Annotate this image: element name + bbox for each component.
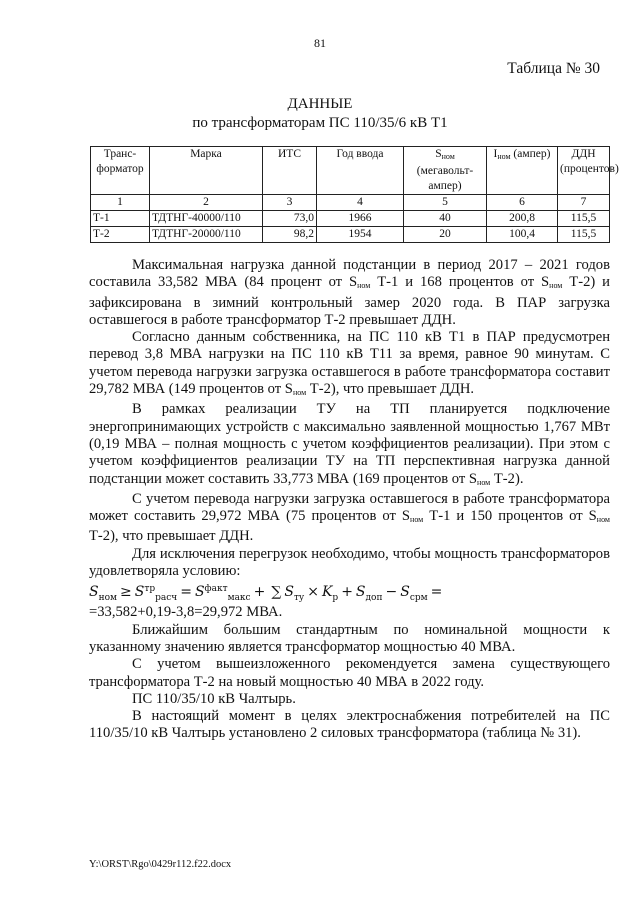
header-snom: [404, 147, 487, 195]
header-year: Год ввода: [317, 147, 404, 195]
paragraph-text: Т-2), что превышает ДДН.: [306, 381, 475, 398]
table-row: [91, 227, 610, 243]
transformer-table: [90, 146, 619, 243]
table-cell: 115,5: [558, 227, 610, 243]
table-cell: 7: [558, 195, 610, 211]
paragraph: [89, 491, 610, 546]
table-cell: 5: [404, 195, 487, 211]
paragraph: [89, 257, 610, 329]
table-number-row: [91, 195, 610, 211]
table-cell: 4: [317, 195, 404, 211]
header-inom-unit: (ампер): [510, 148, 551, 160]
header-ddn: [558, 147, 619, 195]
paragraph: [89, 329, 610, 401]
formula-symbol: S: [400, 584, 410, 601]
formula-subscript: ту: [293, 593, 305, 604]
header-its: ИТС: [263, 147, 317, 195]
formula: [89, 582, 610, 604]
formula-symbol: K: [321, 584, 333, 601]
formula-subscript: доп: [365, 593, 383, 604]
table-cell: 3: [263, 195, 317, 211]
header-inom: [487, 147, 558, 195]
formula-subscript: макс: [227, 593, 251, 604]
paragraph: Ближайшим большим стандартным по номинальной мощности к указанному значению является трансформатор мощностью 40 МВА.: [89, 621, 610, 655]
file-path-footer: Y:\ORST\Rgo\0429r112.f22.docx: [89, 859, 232, 870]
formula-symbol: S: [89, 584, 99, 601]
formula-operator: ×: [307, 584, 319, 601]
table-cell: Т-2: [91, 227, 150, 243]
subscript: ном: [549, 281, 563, 291]
subscript: ном: [410, 515, 424, 525]
formula-subscript: ном: [98, 593, 118, 604]
subscript: ном: [477, 477, 491, 487]
subscript: ном: [596, 515, 610, 525]
table-label: Таблица № 30: [507, 60, 600, 77]
body-text: [89, 257, 610, 743]
header-snom-sub: ном: [441, 152, 455, 161]
table-cell: 1: [91, 195, 150, 211]
paragraph-text: С учетом перевода нагрузки загрузка оставшегося в работе трансформатора может составить 29,972 МВА (75 процентов от S: [89, 490, 610, 525]
table-cell: 40: [404, 211, 487, 227]
formula-superscript: факт: [204, 584, 228, 595]
table-cell: Т-1: [91, 211, 150, 227]
header-snom-symbol: S: [435, 148, 442, 160]
formula-operator: +: [341, 584, 353, 601]
subscript: ном: [292, 388, 307, 398]
header-transformer: Транс-форматор: [91, 147, 150, 195]
paragraph-text: В рамках реализации ТУ на ТП планируется подключение энергопринимающих устройств с максимально заявленной мощностью 1,767 МВт (0,19 МВА – полная мощность с учетом коэффициентов реализации). При этом с учетом коэффициентов реализации ТУ на ТП перспективная нагрузка данной подстанции может составить 33,773 МВА (169 процентов от S: [89, 401, 610, 487]
formula-symbol: S: [134, 584, 145, 601]
table-cell: 100,4: [487, 227, 558, 243]
formula-subscript: расч: [155, 593, 178, 604]
paragraph: С учетом вышеизложенного рекомендуется замена существующего трансформатора Т-2 на новый мощностью 40 МВА в 2022 году.: [89, 656, 610, 690]
paragraph: Для исключения перегрузок необходимо, чтобы мощность трансформаторов удовлетворяла условию:: [89, 545, 610, 580]
paragraph-text: Т-1 и 168 процентов от S: [370, 274, 550, 291]
formula-subscript: р: [332, 593, 339, 604]
paragraph-text: Т-1 и 150 процентов от S: [423, 508, 597, 525]
table-title-line1: ДАННЫЕ: [287, 96, 353, 112]
table-cell: 115,5: [558, 211, 610, 227]
table-cell: 2: [150, 195, 263, 211]
formula-result: =33,582+0,19-3,8=29,972 МВА.: [89, 604, 283, 621]
table-cell: ТДТНГ-40000/110: [150, 211, 263, 227]
formula-subscript: срм: [409, 593, 428, 604]
table-cell: 1966: [317, 211, 404, 227]
table-header-row: [91, 147, 610, 195]
table-title: [0, 95, 640, 133]
subscript: ном: [357, 281, 371, 291]
paragraph-text: Максимальная нагрузка данной подстанции в период 2017 – 2021 годов составила 33,582 МВА (84 процент от S: [89, 257, 610, 291]
formula-operator: ≥: [120, 584, 132, 601]
paragraph-text: Т-2).: [490, 470, 524, 487]
formula-operator: =: [180, 584, 192, 601]
formula-superscript: тр: [144, 584, 156, 595]
table-row: [91, 211, 610, 227]
formula-symbol: S: [284, 584, 294, 601]
table-cell: 200,8: [487, 211, 558, 227]
table-cell: 98,2: [263, 227, 317, 243]
paragraph: ПС 110/35/10 кВ Чалтырь.: [132, 690, 296, 707]
header-inom-symbol: I: [493, 148, 498, 160]
table-cell: 20: [404, 227, 487, 243]
table-cell: 6: [487, 195, 558, 211]
formula-operator: =: [430, 584, 443, 601]
paragraph-text: Согласно данным собственника, на ПС 110 кВ Т1 в ПАР предусмотрен перевод 3,8 МВА нагрузки на ПС 110 кВ Т11 за время, равное 90 минутам. С учетом перевода нагрузки загрузка оставшегося в работе трансформатора составит 29,782 МВА (149 процентов от S: [89, 329, 610, 398]
formula-symbol: S: [194, 584, 205, 601]
paragraph-text: Т-2) и зафиксирована в зимний контрольный замер 2020 года. В ПАР загрузка оставшегося в работе трансформатор Т-2 превышает ДДН.: [89, 274, 610, 328]
formula-symbol: S: [355, 584, 366, 601]
table-cell: 73,0: [263, 211, 317, 227]
page-number: 81: [314, 36, 326, 50]
table-cell: 1954: [317, 227, 404, 243]
paragraph: В настоящий момент в целях электроснабжения потребителей на ПС 110/35/10 кВ Чалтырь установлено 2 силовых трансформатора (таблица № 31).: [89, 708, 610, 742]
header-snom-unit: (мегавольт-ампер): [416, 165, 474, 192]
paragraph: [89, 401, 610, 490]
table-cell: ТДТНГ-20000/110: [150, 227, 263, 243]
table-title-line2: по трансформаторам ПС 110/35/6 кВ Т1: [192, 115, 448, 131]
header-inom-sub: ном: [497, 152, 511, 161]
header-ddn-label: ДДН: [571, 148, 596, 160]
formula-operator: +: [253, 584, 266, 601]
formula-operator: ∑: [271, 584, 282, 601]
formula-operator: −: [385, 584, 398, 601]
paragraph-text: Т-2), что превышает ДДН.: [89, 528, 254, 545]
header-brand: Марка: [150, 147, 263, 195]
header-ddn-unit: (процентов): [560, 163, 619, 175]
